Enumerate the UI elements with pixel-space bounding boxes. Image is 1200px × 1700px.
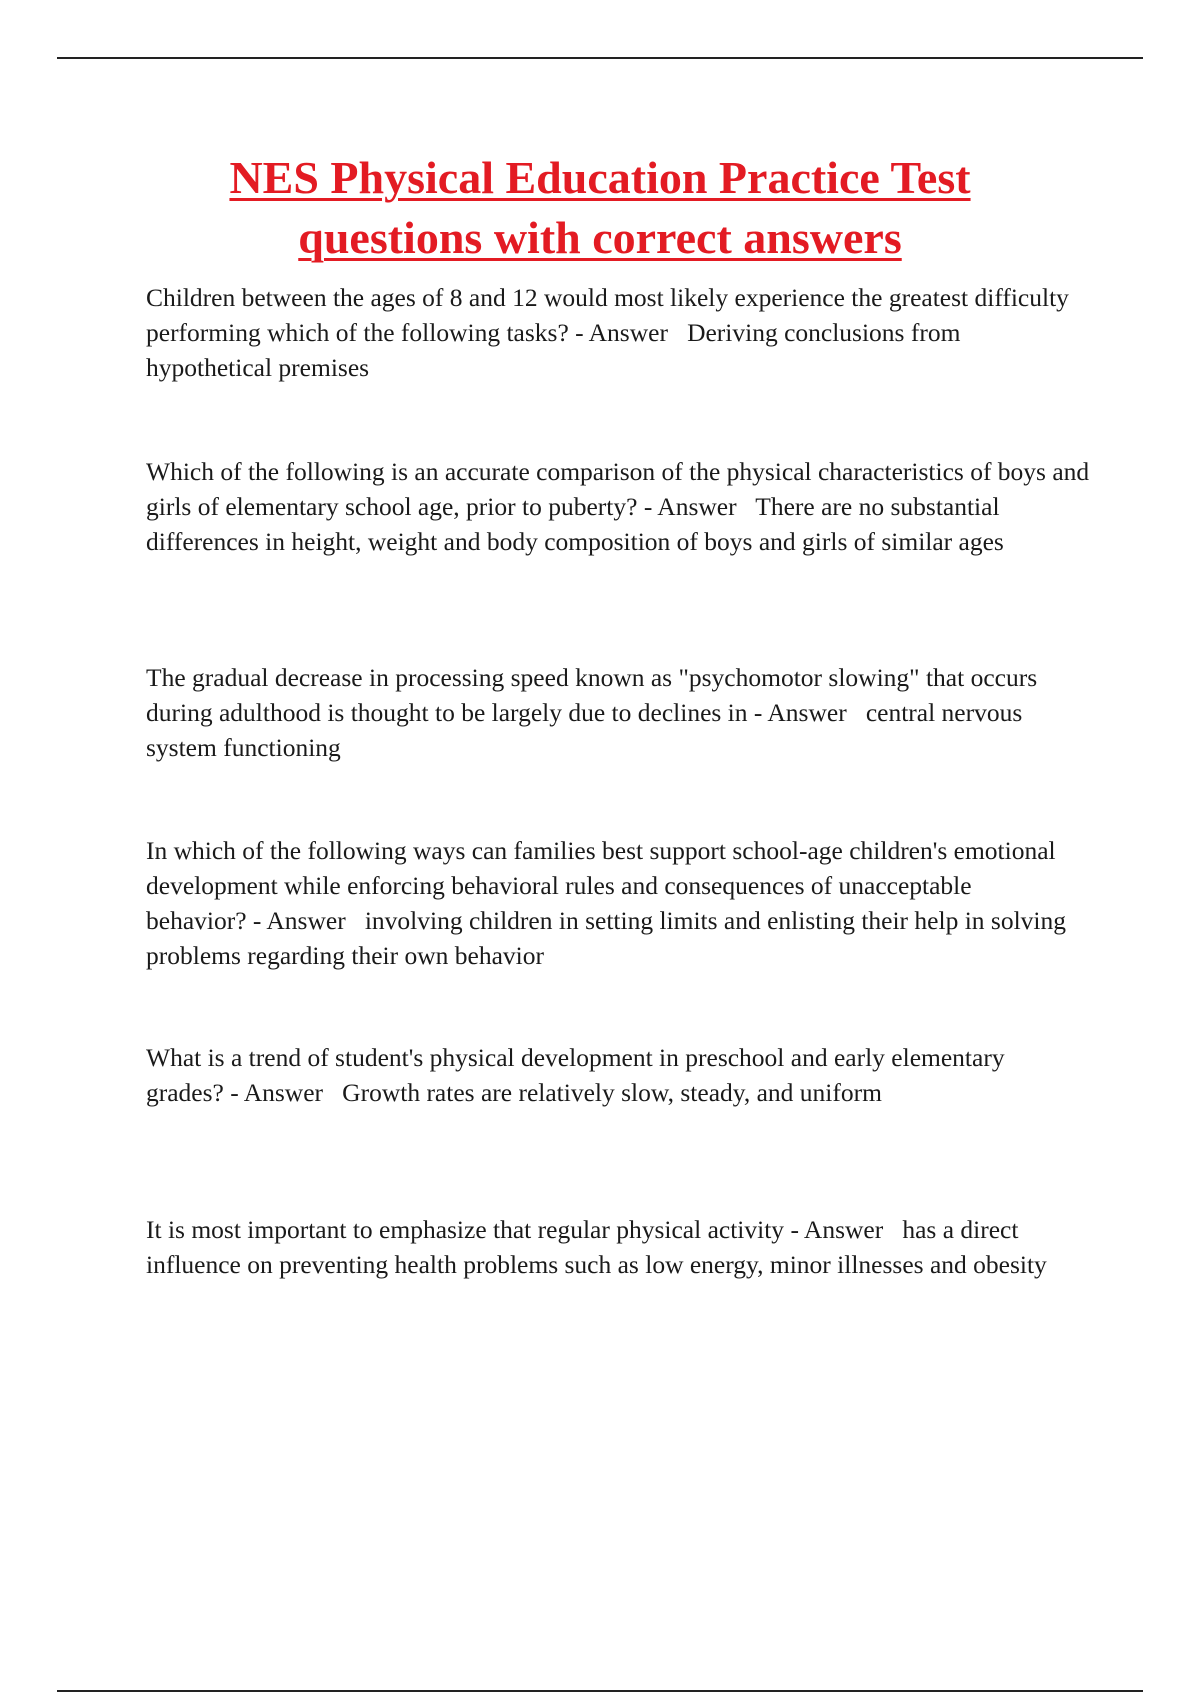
answer-separator-2: - Answer (637, 492, 756, 521)
qa-item-6 (146, 1212, 1091, 1282)
answer-separator-6: - Answer (784, 1215, 903, 1244)
answer-6: has a direct influence on preventing health problems such as low energy, minor illnesses and obesity (146, 1215, 1047, 1279)
answer-3: central nervous system functioning (146, 698, 1029, 762)
answer-separator-4: - Answer (246, 906, 365, 935)
qa-item-5 (146, 1040, 1091, 1110)
question-1: Children between the ages of 8 and 12 would most likely experience the greatest difficulty performing which of the following tasks? (146, 283, 1076, 347)
answer-separator-5: - Answer (223, 1078, 343, 1107)
answer-2: There are no substantial differences in height, weight and body composition of boys and girls of similar ages (146, 492, 1006, 556)
question-3: The gradual decrease in processing speed known as "psychomotor slowing" that occurs during adulthood is thought to be largely due to declines in (146, 663, 1044, 727)
title-line-2: questions with correct answers (298, 212, 902, 263)
answer-1: Deriving conclusions from hypothetical premises (146, 318, 967, 382)
bottom-rule (57, 1690, 1143, 1692)
top-rule (57, 57, 1143, 59)
question-6: It is most important to emphasize that regular physical activity (146, 1215, 785, 1244)
question-2: Which of the following is an accurate comparison of the physical characteristics of boys and girls of elementary school age, prior to puberty? (146, 457, 1096, 521)
qa-item-1 (146, 280, 1091, 385)
question-5: What is a trend of student's physical development in preschool and early elementary grades? (146, 1043, 1011, 1107)
question-4: In which of the following ways can families best support school-age children's emotional development while enforcing behavioral rules and consequences of unacceptable behavior? (146, 836, 1062, 935)
answer-separator-1: - Answer (568, 318, 688, 347)
page-title (100, 148, 1100, 268)
title-line-1: NES Physical Education Practice Test (229, 152, 971, 203)
answer-separator-3: - Answer (747, 698, 866, 727)
qa-item-4 (146, 833, 1091, 973)
qa-item-3 (146, 660, 1091, 765)
answer-4: involving children in setting limits and enlisting their help in solving problems regarding their own behavior (146, 906, 1073, 970)
qa-item-2 (146, 454, 1096, 559)
answer-5: Growth rates are relatively slow, steady, and uniform (342, 1078, 882, 1107)
